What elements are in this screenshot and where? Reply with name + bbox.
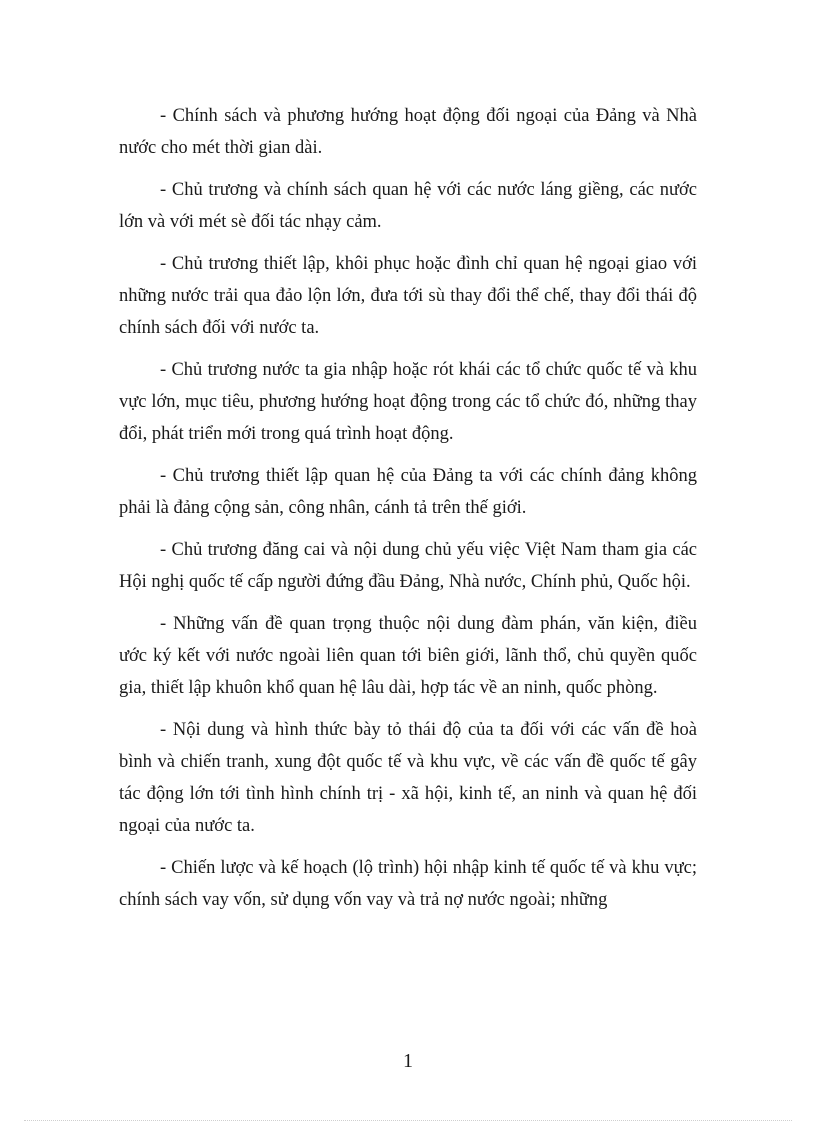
paragraph-8: - Nội dung và hình thức bày tỏ thái độ của ta đối với các vấn đề hoà bình và chiến tranh, xung đột quốc tế và khu vực, về các vấn đề quốc tế gây tác động lớn tới tình hình chính trị - xã hội, kinh tế, an ninh và quan hệ đối ngoại của nước ta. [119, 720, 697, 836]
paragraph-1: - Chính sách và phương hướng hoạt động đối ngoại của Đảng và Nhà nước cho mét thời gian dài. [119, 106, 697, 158]
body-text [119, 100, 697, 926]
paragraph-7: - Những vấn đề quan trọng thuộc nội dung đàm phán, văn kiện, điều ước ký kết với nước ngoài liên quan tới biên giới, lãnh thổ, chủ quyền quốc gia, thiết lập khuôn khổ quan hệ lâu dài, hợp tác về an ninh, quốc phòng. [119, 614, 697, 698]
paragraph-2: - Chủ trương và chính sách quan hệ với các nước láng giềng, các nước lớn và với mét sè đối tác nhạy cảm. [119, 180, 697, 232]
paragraph-5: - Chủ trương thiết lập quan hệ của Đảng ta với các chính đảng không phải là đảng cộng sản, công nhân, cánh tả trên thế giới. [119, 466, 697, 518]
paragraph-9: - Chiến lược và kế hoạch (lộ trình) hội nhập kinh tế quốc tế và khu vực; chính sách vay vốn, sử dụng vốn vay và trả nợ nước ngoài; những [119, 858, 697, 910]
footer-divider [24, 1120, 792, 1121]
paragraph-4: - Chủ trương nước ta gia nhập hoặc rót khái các tổ chức quốc tế và khu vực lớn, mục tiêu, phương hướng hoạt động trong các tổ chức đó, những thay đổi, phát triển mới trong quá trình hoạt động. [119, 360, 697, 444]
page-number: 1 [403, 1050, 413, 1072]
paragraph-3: - Chủ trương thiết lập, khôi phục hoặc đình chỉ quan hệ ngoại giao với những nước trải qua đảo lộn lớn, đưa tới sù thay đổi thể chế, thay đổi thái độ chính sách đối với nước ta. [119, 254, 697, 338]
paragraph-6: - Chủ trương đăng cai và nội dung chủ yếu việc Việt Nam tham gia các Hội nghị quốc tế cấp người đứng đầu Đảng, Nhà nước, Chính phủ, Quốc hội. [119, 540, 697, 592]
